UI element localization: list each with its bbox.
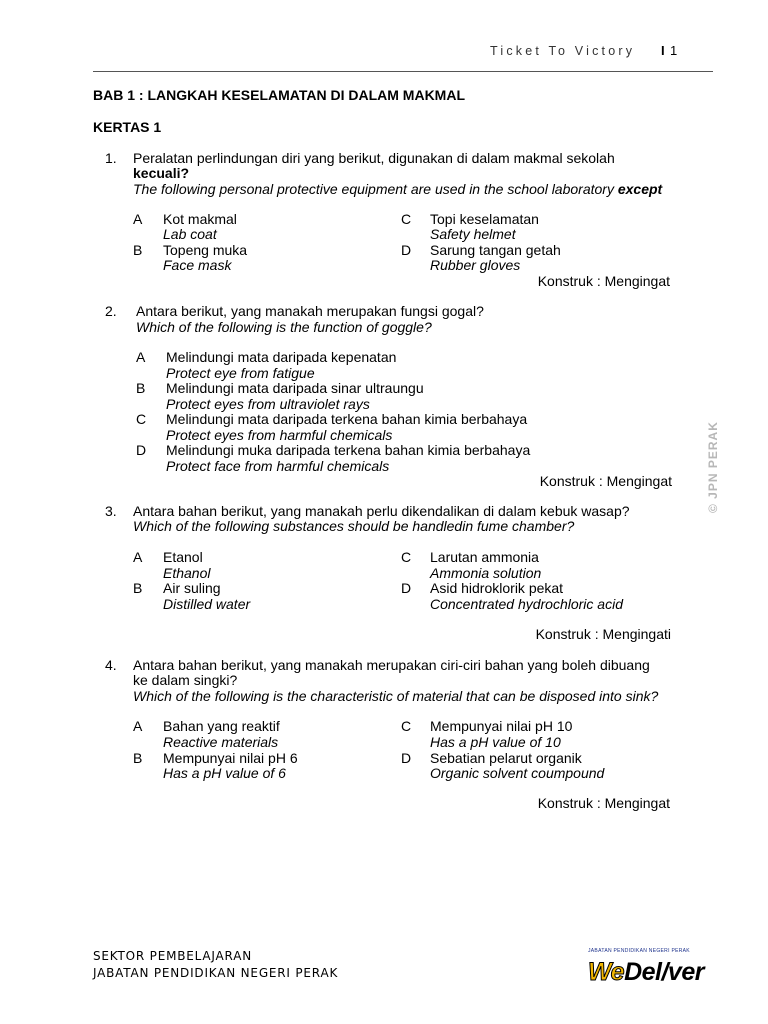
chapter-title: BAB 1 : LANGKAH KESELAMATAN DI DALAM MAKMAL [93, 87, 466, 103]
option-text-ms: Topeng muka [163, 242, 248, 258]
question-text-en-bold: except [617, 181, 663, 197]
footer-line-2: JABATAN PENDIDIKAN NEGERI PERAK [93, 966, 339, 980]
option-letter: D [401, 242, 412, 258]
logo-deliver: Del/ver [624, 958, 704, 986]
question-text-ms: Antara berikut, yang manakah merupakan fungsi gogal? [136, 303, 484, 319]
question-number: 1. [105, 150, 117, 166]
logo-we: We [588, 958, 625, 986]
footer-line-1: SEKTOR PEMBELAJARAN [93, 949, 252, 963]
option-text-ms: Larutan ammonia [430, 549, 539, 565]
option-letter: D [136, 442, 147, 458]
option-letter: D [401, 750, 412, 766]
option-text-ms: Mempunyai nilai pH 6 [163, 750, 298, 766]
option-letter: C [401, 211, 412, 227]
question-text-en: Which of the following is the function of goggle? [136, 319, 432, 335]
option-text-en: Protect eye from fatigue [166, 365, 315, 381]
option-text-en: Protect eyes from ultraviolet rays [166, 396, 370, 412]
option-text-ms: Sarung tangan getah [430, 242, 561, 258]
header-separator: I [661, 43, 665, 58]
watermark: © JPN PERAK [706, 421, 720, 513]
construct-label: Konstruk : Mengingat [537, 273, 670, 289]
question-text-en [133, 181, 662, 197]
page-number: 1 [670, 43, 678, 58]
option-text-en: Lab coat [163, 226, 217, 242]
option-text-en: Organic solvent coumpound [430, 765, 605, 781]
option-text-ms: Melindungi mata daripada terkena bahan kimia berbahaya [166, 411, 528, 427]
option-text-en: Ammonia solution [430, 565, 542, 581]
option-text-ms: Etanol [163, 549, 203, 565]
logo-caption: JABATAN PENDIDIKAN NEGERI PERAK [588, 948, 690, 954]
option-text-ms: Kot makmal [163, 211, 237, 227]
option-text-ms: Melindungi mata daripada sinar ultraungu [166, 380, 424, 396]
question-text-en: Which of the following is the characteristic of material that can be disposed into sink? [133, 688, 659, 704]
option-letter: B [133, 750, 143, 766]
header-rule [93, 71, 713, 72]
option-letter: A [133, 211, 143, 227]
question-text-ms-bold: kecuali? [133, 165, 190, 181]
option-text-ms: Bahan yang reaktif [163, 718, 280, 734]
paper-title: KERTAS 1 [93, 119, 162, 135]
option-letter: A [136, 349, 146, 365]
option-text-ms: Topi keselamatan [430, 211, 539, 227]
option-letter: B [133, 580, 143, 596]
option-text-ms: Asid hidroklorik pekat [430, 580, 564, 596]
option-letter: D [401, 580, 412, 596]
question-number: 4. [105, 657, 117, 673]
option-text-en: Rubber gloves [430, 257, 521, 273]
option-text-en: Concentrated hydrochloric acid [430, 596, 623, 612]
construct-label: Konstruk : Mengingat [537, 795, 670, 811]
question-number: 2. [105, 303, 117, 319]
option-text-ms: Air suling [163, 580, 221, 596]
option-letter: B [133, 242, 143, 258]
option-text-en: Distilled water [163, 596, 251, 612]
question-text-ms: Peralatan perlindungan diri yang berikut, digunakan di dalam makmal sekolah [133, 150, 615, 166]
question-text-ms: Antara bahan berikut, yang manakah merupakan ciri-ciri bahan yang boleh dibuang [133, 657, 650, 673]
option-letter: C [136, 411, 147, 427]
question-text-ms: Antara bahan berikut, yang manakah perlu dikendalikan di dalam kebuk wasap? [133, 503, 630, 519]
question-number: 3. [105, 503, 117, 519]
option-text-en: Has a pH value of 6 [163, 765, 286, 781]
option-letter: B [136, 380, 146, 396]
option-text-en: Face mask [163, 257, 232, 273]
option-text-ms: Melindungi muka daripada terkena bahan kimia berbahaya [166, 442, 531, 458]
option-text-en: Ethanol [163, 565, 211, 581]
construct-label: Konstruk : Mengingat [539, 473, 672, 489]
option-text-en: Has a pH value of 10 [430, 734, 561, 750]
wedeliver-logo [588, 957, 704, 987]
question-text-en-italic: The following personal protective equipment are used in the school laboratory [133, 181, 614, 197]
option-letter: A [133, 718, 143, 734]
option-text-ms: Melindungi mata daripada kepenatan [166, 349, 397, 365]
option-text-ms: Sebatian pelarut organik [430, 750, 582, 766]
option-text-en: Protect face from harmful chemicals [166, 458, 390, 474]
option-text-en: Safety helmet [430, 226, 516, 242]
construct-label: Konstruk : Mengingati [535, 626, 671, 642]
question-text-en: Which of the following substances should be handledin fume chamber? [133, 518, 575, 534]
option-letter: C [401, 549, 412, 565]
option-text-ms: Mempunyai nilai pH 10 [430, 718, 573, 734]
header-title: Ticket To Victory [490, 44, 636, 58]
option-letter: C [401, 718, 412, 734]
option-text-en: Reactive materials [163, 734, 279, 750]
option-letter: A [133, 549, 143, 565]
question-text-ms-cont: ke dalam singki? [133, 672, 238, 688]
option-text-en: Protect eyes from harmful chemicals [166, 427, 393, 443]
